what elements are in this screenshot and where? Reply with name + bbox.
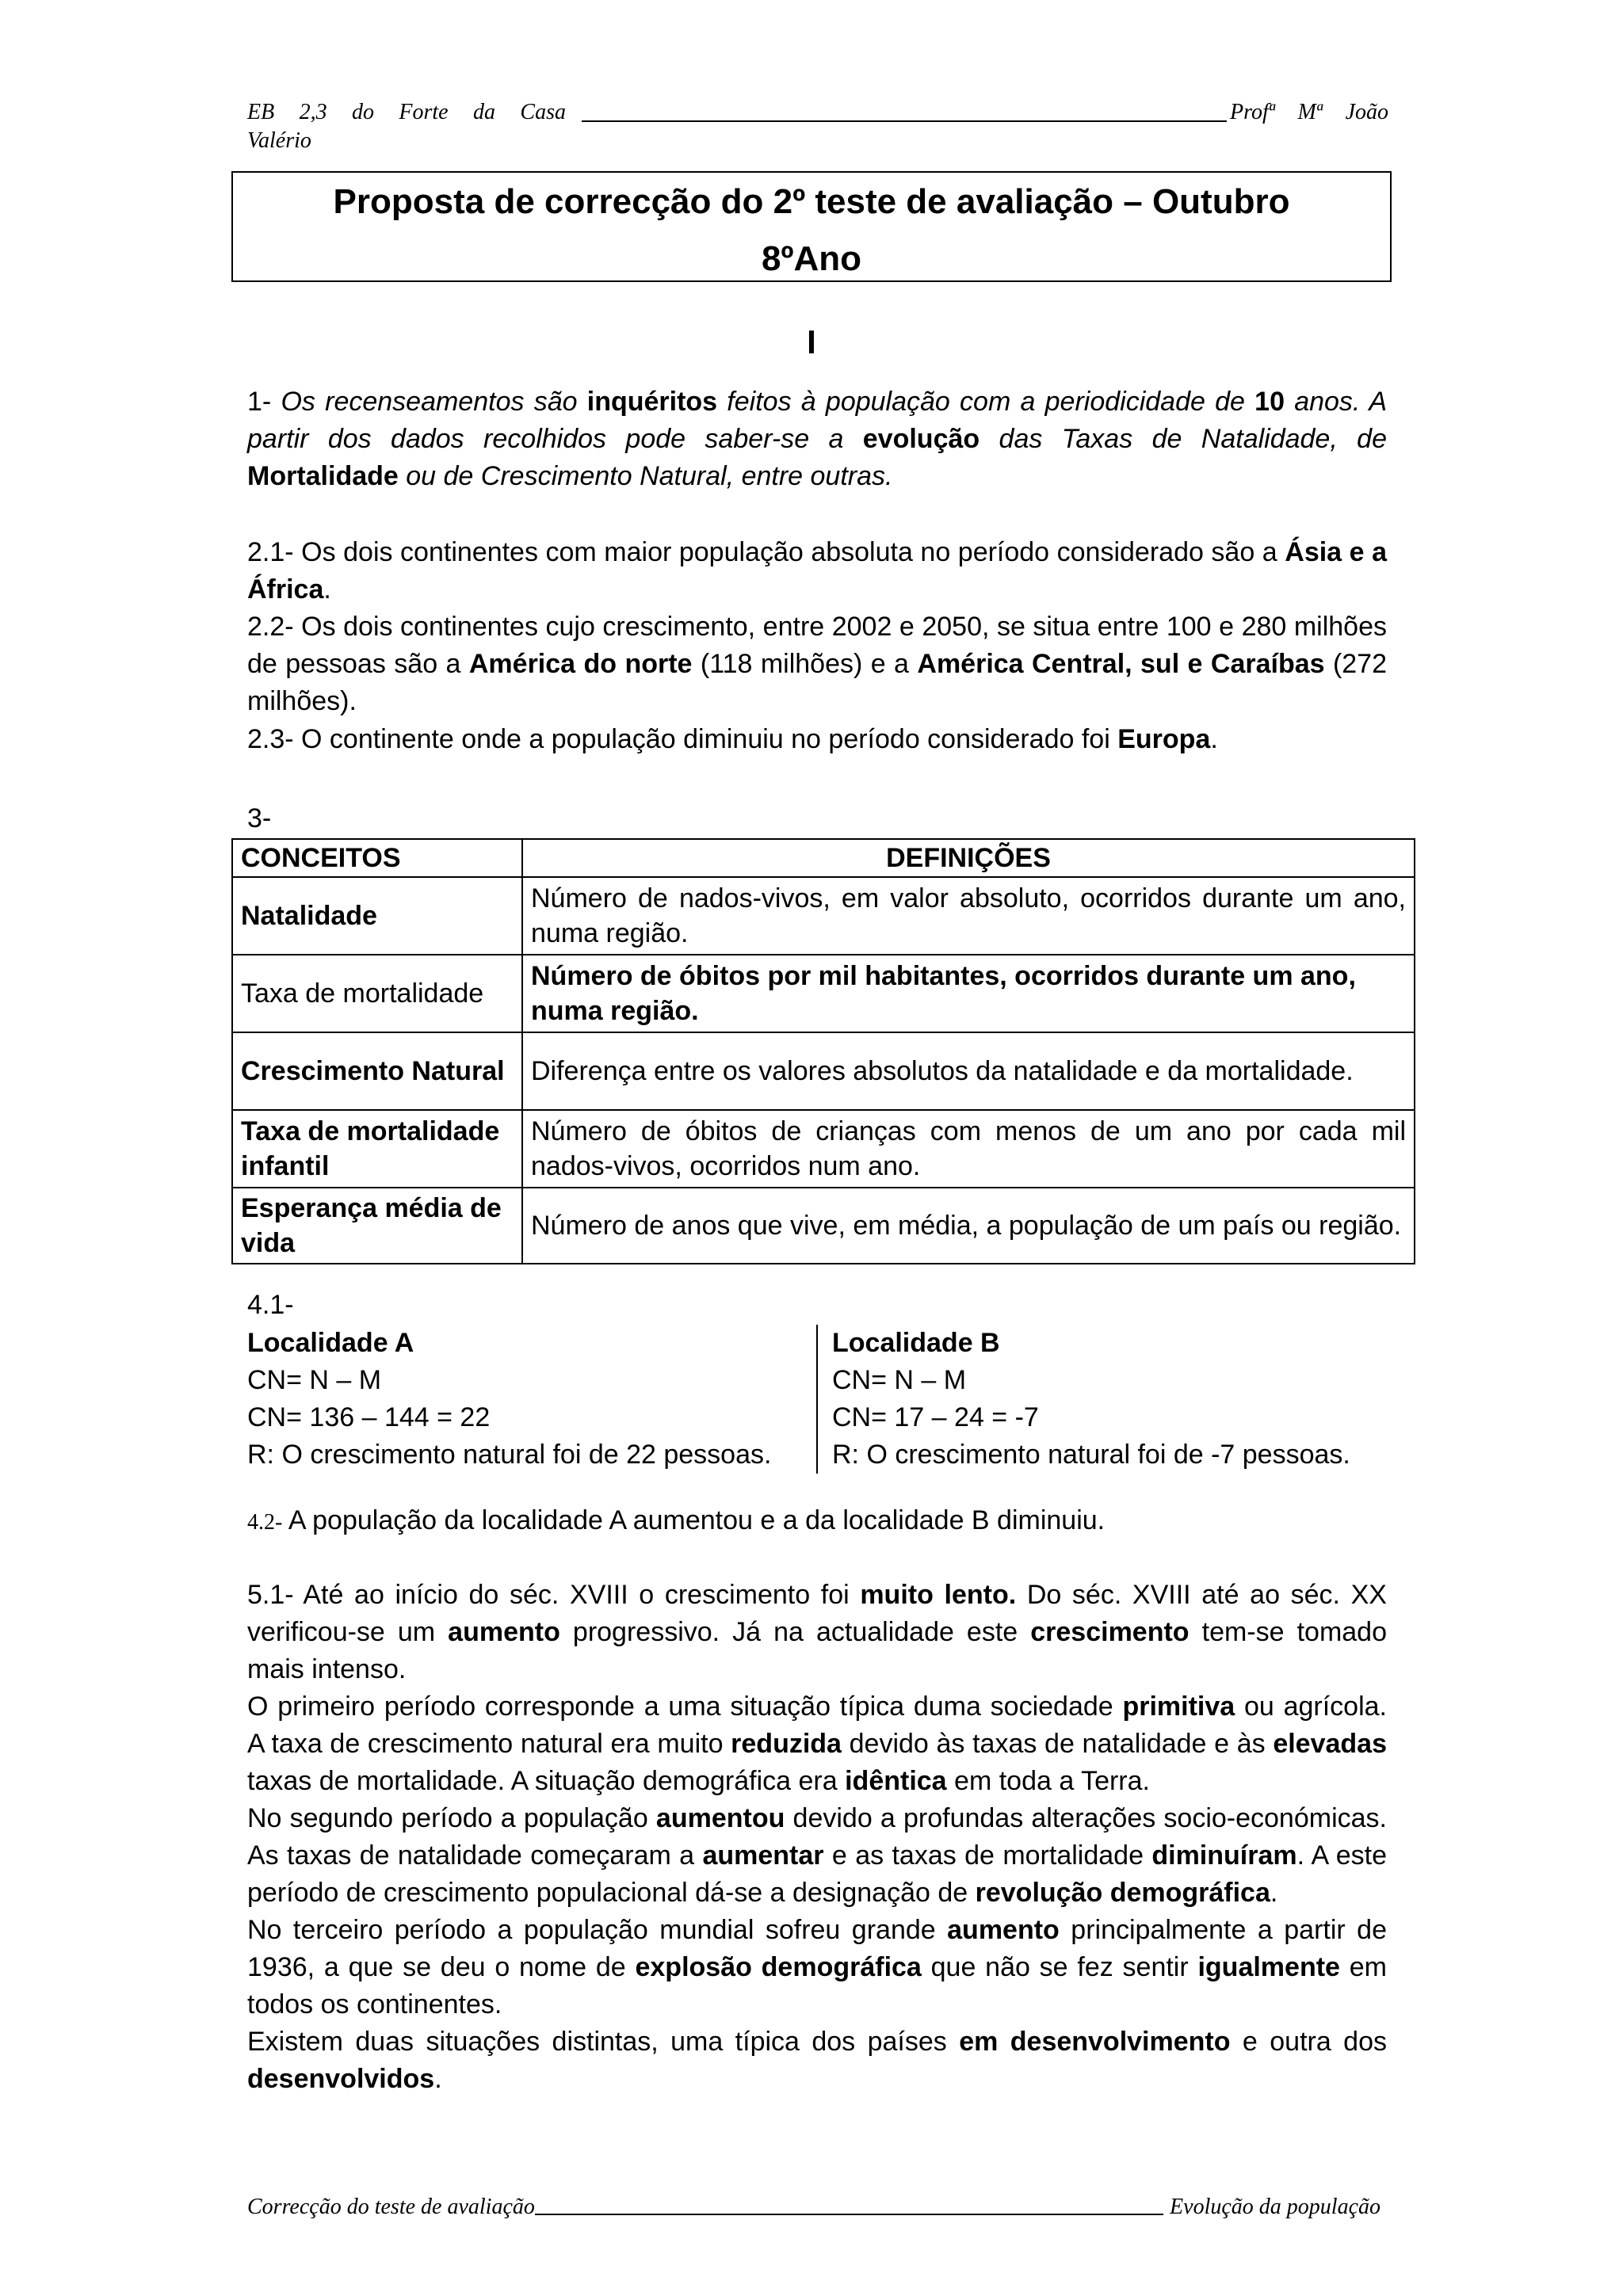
answer-5-1-paragraph-3: No segundo período a população aumentou devido a profundas alterações socio-económicas. As taxas de natalidade começaram a aumentar e as taxas de mortalidade diminuíram. A este período de crescimento populacional dá-se a designação de revolução demográfica.	[247, 1803, 1388, 1908]
table-row	[232, 955, 1415, 1032]
answer: R: O crescimento natural foi de -7 pessoas.	[832, 1440, 1350, 1470]
column-divider	[816, 1325, 818, 1474]
page-header	[247, 98, 1388, 155]
footer-rule	[535, 2214, 1163, 2215]
concept-cell: Taxa de mortalidade infantil	[232, 1110, 522, 1188]
header-rule	[582, 120, 1227, 122]
column-header: DEFINIÇÕES	[522, 839, 1415, 877]
page-footer	[247, 2195, 1381, 2220]
formula: CN= N – M	[247, 1365, 382, 1395]
definition-cell: Número de óbitos de crianças com menos de um ano por cada mil nados-vivos, ocorridos num ano.	[522, 1110, 1415, 1188]
answer-1: 1- Os recenseamentos são inquéritos feitos à população com a periodicidade de 10 anos. A partir dos dados recolhidos pode saber-se a evolução das Taxas de Natalidade, de Mortalidade ou de Crescimento Natural, entre outras.	[247, 387, 1388, 491]
section-heading: I	[807, 323, 816, 360]
concept-cell: Esperança média de vida	[232, 1188, 522, 1264]
answer-2-3: 2.3- O continente onde a população diminuiu no período considerado foi Europa.	[247, 724, 1218, 754]
column-header: CONCEITOS	[232, 839, 522, 877]
definition-cell: Diferença entre os valores absolutos da natalidade e da mortalidade.	[522, 1032, 1415, 1110]
answer-4-2: 4.2- A população da localidade A aumentou e a da localidade B diminuiu.	[247, 1505, 1106, 1535]
answer-5-1-paragraph-5: Existem duas situações distintas, uma típica dos países em desenvolvimento e outra dos desenvolvidos.	[247, 2027, 1387, 2094]
answer-5-1: 5.1- Até ao início do séc. XVIII o crescimento foi muito lento. Do séc. XVIII até ao séc. XX verificou-se um aumento progressivo. Já na actualidade este crescimento tem-se tomado mais intenso.	[247, 1580, 1387, 1684]
answer-2-2: 2.2- Os dois continentes cujo crescimento, entre 2002 e 2050, se situa entre 100 e 280 milhões de pessoas são a América do norte (118 milhões) e a América Central, sul e Caraíbas (272 milhões).	[247, 612, 1388, 716]
definition-cell: Número de anos que vive, em média, a população de um país ou região.	[522, 1188, 1415, 1264]
table-row	[232, 1110, 1415, 1188]
definition-cell: Número de óbitos por mil habitantes, ocorridos durante um ano, numa região.	[522, 955, 1415, 1032]
answer-5-1-paragraph-2: O primeiro período corresponde a uma situação típica duma sociedade primitiva ou agrícola. A taxa de crescimento natural era muito reduzida devido às taxas de natalidade e às elevadas taxas de mortalidade. A situação demográfica era idêntica em toda a Terra.	[247, 1691, 1387, 1796]
footer-left: Correcção do teste de avaliação	[247, 2195, 535, 2219]
locality-title: Localidade A	[247, 1328, 414, 1358]
page-title: Proposta de correcção do 2º teste de avaliação – Outubro	[333, 182, 1290, 221]
concept-cell: Taxa de mortalidade	[232, 955, 522, 1032]
calculation: CN= 136 – 144 = 22	[247, 1402, 491, 1432]
locality-a	[247, 1325, 818, 1474]
teacher-surname: Valério	[247, 128, 311, 153]
answer: R: O crescimento natural foi de 22 pessoas.	[247, 1440, 772, 1470]
concept-cell: Crescimento Natural	[232, 1032, 522, 1110]
teacher-name: Profª Mª João	[1230, 100, 1388, 124]
answer-4-1-label: 4.1-	[247, 1290, 294, 1320]
locality-b	[832, 1325, 1403, 1474]
locality-title: Localidade B	[832, 1328, 1000, 1358]
table-row	[232, 1188, 1415, 1264]
concept-cell: Natalidade	[232, 877, 522, 955]
definition-cell: Número de nados-vivos, em valor absoluto, ocorridos durante um ano, numa região.	[522, 877, 1415, 955]
answer-2-1: 2.1- Os dois continentes com maior população absoluta no período considerado são a Ásia e a África.	[247, 537, 1388, 605]
answer-3-label: 3-	[247, 803, 272, 833]
answer-5-1-paragraph-4: No terceiro período a população mundial sofreu grande aumento principalmente a partir de 1936, a que se deu o nome de explosão demográfica que não se fez sentir igualmente em todos os continentes.	[247, 1915, 1387, 2019]
school-name: EB 2,3 do Forte da Casa	[247, 100, 566, 124]
title-box	[231, 171, 1392, 282]
grade-label: 8ºAno	[761, 239, 862, 278]
table-row	[232, 1032, 1415, 1110]
footer-right: Evolução da população	[1170, 2195, 1381, 2219]
table-header-row	[232, 839, 1415, 877]
formula: CN= N – M	[832, 1365, 967, 1395]
table-row	[232, 877, 1415, 955]
calculation: CN= 17 – 24 = -7	[832, 1402, 1039, 1432]
concepts-table	[231, 838, 1415, 1264]
